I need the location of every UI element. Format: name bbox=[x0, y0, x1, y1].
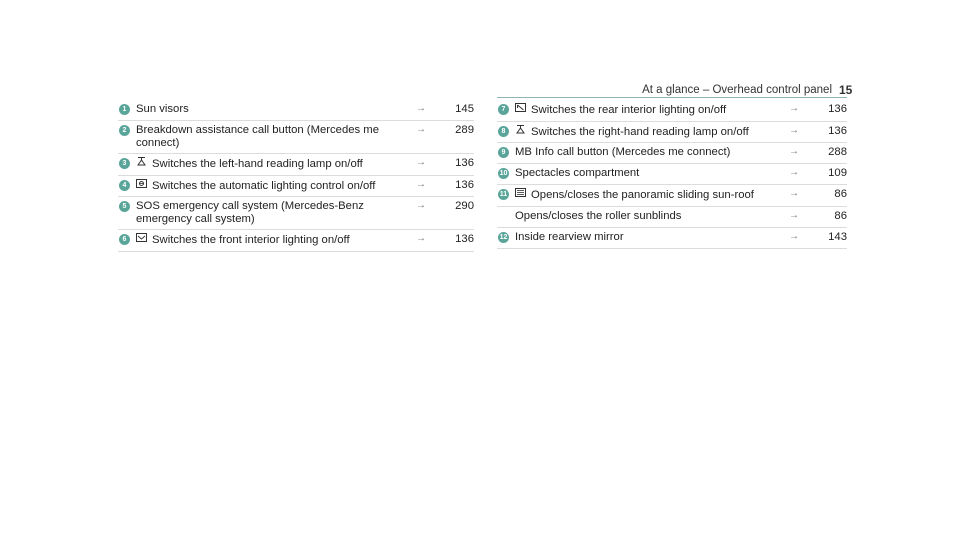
item-description: Opens/closes the roller sunblinds bbox=[515, 209, 682, 222]
front-light-icon bbox=[136, 233, 149, 244]
page-reference[interactable]: 86 bbox=[834, 209, 847, 222]
left-column bbox=[118, 100, 474, 252]
list-item bbox=[118, 197, 474, 230]
auto-light-icon bbox=[136, 179, 149, 190]
list-item bbox=[497, 122, 847, 144]
arrow-right-icon: → bbox=[789, 209, 799, 221]
reading-lamp-icon bbox=[515, 125, 528, 136]
list-item bbox=[118, 176, 474, 198]
item-number-badge: 7 bbox=[498, 104, 509, 115]
arrow-right-icon: → bbox=[416, 178, 426, 190]
list-item bbox=[118, 230, 474, 252]
page-number: 15 bbox=[839, 83, 853, 97]
arrow-right-icon: → bbox=[416, 124, 426, 135]
list-item bbox=[497, 207, 847, 228]
page-reference[interactable]: 288 bbox=[828, 146, 847, 158]
arrow-right-icon: → bbox=[416, 200, 426, 211]
page-reference[interactable]: 136 bbox=[455, 157, 474, 169]
item-description: Switches the automatic lighting control on/off bbox=[152, 179, 376, 192]
reading-lamp-icon bbox=[136, 157, 149, 168]
right-column bbox=[497, 100, 847, 249]
item-description: Switches the left-hand reading lamp on/off bbox=[152, 158, 363, 170]
sunroof-icon bbox=[515, 188, 528, 199]
header-rule bbox=[497, 97, 847, 98]
item-description: Spectacles compartment bbox=[515, 167, 640, 179]
item-number-badge: 12 bbox=[499, 233, 508, 241]
page-reference[interactable]: 86 bbox=[834, 188, 847, 200]
item-description: Breakdown assistance call button (Mercedes me connect) bbox=[136, 124, 379, 149]
item-description: Opens/closes the panoramic sliding sun-roof bbox=[531, 189, 754, 201]
item-number-badge: 1 bbox=[119, 104, 130, 115]
item-number-badge bbox=[498, 211, 509, 222]
item-description: Switches the right-hand reading lamp on/off bbox=[531, 125, 749, 138]
page-reference[interactable]: 136 bbox=[828, 124, 847, 137]
list-item bbox=[118, 121, 474, 154]
item-description: Switches the rear interior lighting on/off bbox=[531, 104, 727, 116]
item-description: SOS emergency call system (Mercedes-Benz emergency call system) bbox=[136, 200, 364, 225]
header-title: At a glance – Overhead control panel bbox=[642, 84, 832, 96]
item-number-badge: 4 bbox=[119, 180, 130, 191]
item-number-badge: 3 bbox=[119, 158, 130, 169]
page-reference[interactable]: 136 bbox=[455, 178, 474, 191]
item-number-badge: 8 bbox=[498, 126, 509, 137]
item-number-badge: 5 bbox=[119, 201, 130, 212]
arrow-right-icon: → bbox=[416, 233, 426, 244]
arrow-right-icon: → bbox=[416, 157, 426, 168]
item-description: Sun visors bbox=[136, 103, 189, 115]
list-item bbox=[497, 185, 847, 207]
page-reference[interactable]: 143 bbox=[828, 230, 847, 243]
page-reference[interactable]: 136 bbox=[828, 103, 847, 115]
list-item bbox=[497, 100, 847, 122]
item-number-badge: 6 bbox=[119, 234, 130, 245]
item-description: Inside rearview mirror bbox=[515, 230, 624, 243]
page-reference[interactable]: 290 bbox=[455, 200, 474, 212]
list-item bbox=[497, 143, 847, 164]
arrow-right-icon: → bbox=[789, 188, 799, 199]
item-number-badge: 10 bbox=[499, 170, 508, 177]
arrow-right-icon: → bbox=[789, 103, 799, 114]
list-item bbox=[118, 154, 474, 176]
page-reference[interactable]: 145 bbox=[455, 103, 474, 115]
item-description: Switches the front interior lighting on/off bbox=[152, 234, 350, 246]
list-item bbox=[118, 100, 474, 121]
page-reference[interactable]: 109 bbox=[828, 167, 847, 179]
item-number-badge: 11 bbox=[499, 191, 508, 198]
page-reference[interactable]: 289 bbox=[455, 124, 474, 136]
arrow-right-icon: → bbox=[416, 103, 426, 114]
arrow-right-icon: → bbox=[789, 167, 799, 178]
item-description: MB Info call button (Mercedes me connect) bbox=[515, 146, 731, 158]
page-reference[interactable]: 136 bbox=[455, 233, 474, 245]
arrow-right-icon: → bbox=[789, 146, 799, 157]
item-number-badge: 9 bbox=[498, 147, 509, 158]
item-number-badge: 2 bbox=[119, 125, 130, 136]
arrow-right-icon: → bbox=[789, 230, 799, 242]
rear-light-icon bbox=[515, 103, 528, 114]
arrow-right-icon: → bbox=[789, 124, 799, 136]
list-item bbox=[497, 164, 847, 185]
list-item bbox=[497, 228, 847, 249]
